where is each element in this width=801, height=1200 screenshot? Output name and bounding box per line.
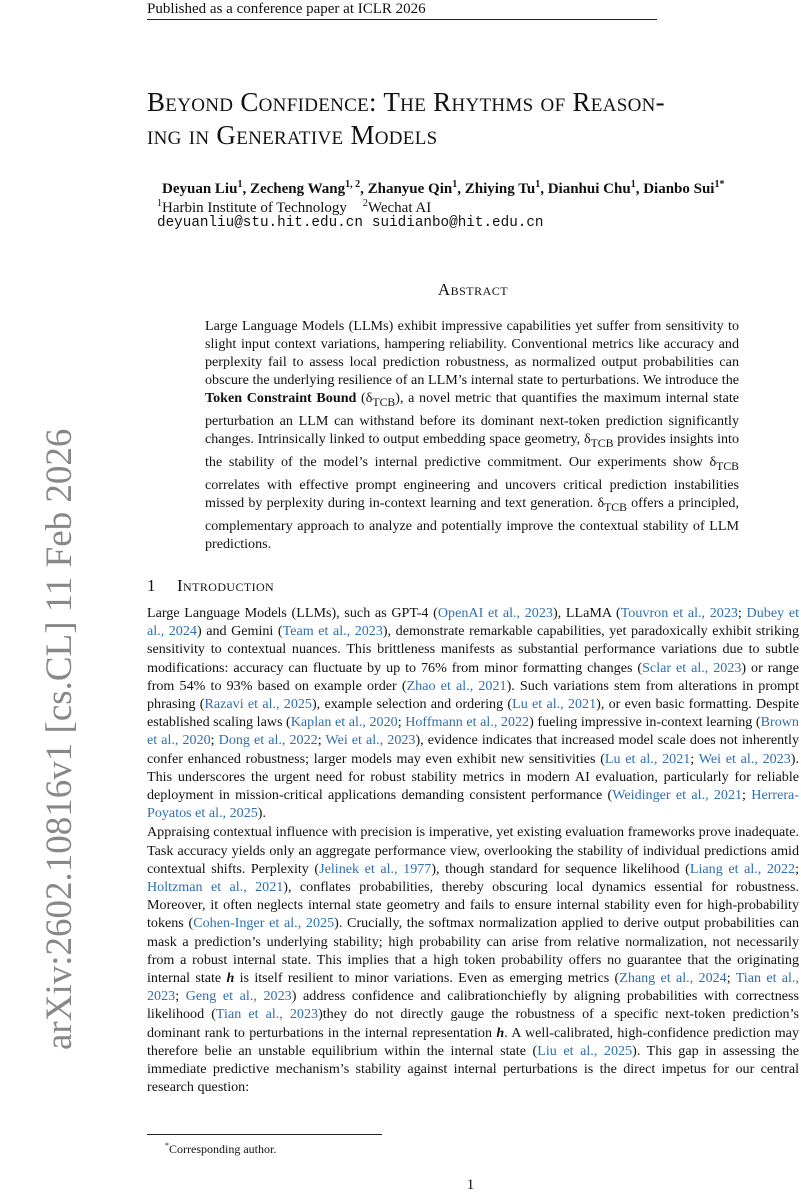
citation-link[interactable]: Zhao et al., 2021 [406, 677, 507, 694]
tcb-subscript: TCB [604, 501, 627, 515]
metric-name: Token Constraint Bound [205, 390, 357, 407]
citation-link[interactable]: Team et al., 2023 [282, 623, 383, 640]
citation-link[interactable]: Dong et al., 2022 [218, 732, 318, 749]
citation-link[interactable]: Zhang et al., 2024 [619, 970, 727, 987]
author-affil-mark: 1 [535, 179, 541, 190]
section-title: Introduction [177, 576, 275, 595]
abstract-heading: Abstract [437, 280, 509, 299]
paragraph: Large Language Models (LLMs), such as GPT-4 (OpenAI et al., 2023), LLaMA (Touvron et al., 2023; Dubey et al., 2024) and Gemini (Team et al., 2023), demonstrate remarkable capabilities, yet paradoxically exhibit striking sensitivity to contextual nuances. This brittleness manifests as substantial performance variations due to subtle modifications: accuracy can fluctuate by up to 76% from minor formatting changes (Sclar et al., 2023) or range from 54% to 93% based on example order (Zhao et al., 2021). Such variations stem from alterations in prompt phrasing (Razavi et al., 2025), example selection and ordering (Lu et al., 2021), or even basic formatting. Despite established scaling laws (Kaplan et al., 2020; Hoffmann et al., 2022) fueling impressive in-context learning (Brown et al., 2020; Dong et al., 2022; Wei et al., 2023), evidence indicates that increased model scale does not inherently confer enhanced robustness; larger models may even exhibit new sensitivities (Lu et al., 2021; Wei et al., 2023). This underscores the urgent need for robust stability metrics in modern AI evaluation, particularly for reliable deployment in mission-critical applications demanding consistent performance (Weidinger et al., 2021; Herrera-Poyatos et al., 2025). [147, 605, 800, 822]
hidden-state-symbol: h [226, 970, 235, 987]
author-name: Zhanyue Qin [367, 181, 453, 197]
abstract-body [205, 317, 739, 553]
affil-mark: 2 [362, 198, 368, 209]
citation-link[interactable]: Dubey et al., 2024 [147, 605, 799, 640]
email-link[interactable]: suidianbo@hit.edu.cn [371, 215, 544, 231]
author-list: Deyuan Liu$^1$, Zecheng Wang$^{1, 2}$, Zhanyue Qin$^1$, Zhiying Tu$^1$, Dianhui Chu$^1$, Dianbo Sui$^{1*}$ [162, 179, 725, 197]
running-header: Published as a conference paper at ICLR 2026 [147, 1, 426, 17]
footnote-rule [147, 1134, 382, 1135]
tcb-subscript: TCB [716, 460, 739, 474]
abstract-text: correlates with effective prompt engineering and uncovers critical prediction instabilities missed by perplexity during in-context learning and text generation. δ [205, 477, 739, 512]
citation-link[interactable]: Herrera-Poyatos et al., 2025 [147, 787, 799, 822]
introduction-body [147, 604, 799, 1096]
section-heading [147, 576, 274, 596]
citation-link[interactable]: Tian et al., 2023 [215, 1006, 319, 1023]
author-emails [157, 213, 544, 233]
footnote-text: Corresponding author. [169, 1142, 277, 1156]
paragraph: Appraising contextual influence with precision is imperative, yet existing evaluation frameworks prove inadequate. Task accuracy yields only an aggregate performance view, overlooking the stability of individual predictions amid contextual shifts. Perplexity (Jelinek et al., 1977), though standard for sequence likelihood (Liang et al., 2022; Holtzman et al., 2021), conflates probabilities, thereby obscuring local dynamics essential for robustness. Moreover, it often neglects internal state geometry and fails to ensure internal stability even for high-probability tokens (Cohen-Inger et al., 2025). Crucially, the softmax normalization applied to derive output probabilities can mask a prediction’s underlying stability; high probability can arise from relative normalization, not necessarily from a robust internal state. This implies that a high token probability offers no guarantee that the originating internal state h is itself resilient to minor variations. Even as emerging metrics (Zhang et al., 2024; Tian et al., 2023; Geng et al., 2023) address confidence and calibrationchiefly by aligning probabilities with correctness likelihood (Tian et al., 2023)they do not directly gauge the robustness of a specific next-token prediction’s dominant rank to perturbations in the internal representation h. A well-calibrated, high-confidence prediction may therefore belie an unstable equilibrium within the internal state (Liu et al., 2025). This gap in assessing the immediate predictive mechanism’s stability against internal perturbations is the direct impetus for our central research question: [147, 824, 800, 1096]
page-number: 1 [466, 1177, 475, 1193]
citation-link[interactable]: Touvron et al., 2023 [620, 605, 738, 621]
arxiv-stamp: arXiv:2602.10816v1 [cs.CL] 11 Feb 2026 [39, 428, 80, 1050]
title-line-2: ing in Generative Models [147, 120, 438, 150]
affiliation: Harbin Institute of Technology [162, 200, 347, 216]
hidden-state-symbol: h [496, 1024, 505, 1041]
citation-link[interactable]: Geng et al., 2023 [185, 988, 292, 1005]
title-line-1: Beyond Confidence: The Rhythms of Reason- [147, 87, 665, 117]
citation-link[interactable]: Lu et al., 2021 [604, 750, 691, 767]
citation-link[interactable]: Weidinger et al., 2021 [612, 787, 743, 804]
citation-link[interactable]: Holtzman et al., 2021 [147, 879, 284, 896]
author-affil-mark: 1 [237, 179, 243, 190]
affiliation: Wechat AI [367, 200, 432, 216]
tcb-subscript: TCB [372, 396, 396, 410]
abstract-text: offers a principled, complementary approach to analyze and potentially improve the contextual stability of LLM predictions. [205, 495, 739, 553]
citation-link[interactable]: Tian et al., 2023 [147, 970, 800, 1005]
author-name: Zhiying Tu [464, 181, 536, 197]
abstract-text: Large Language Models (LLMs) exhibit impressive capabilities yet suffer from sensitivity to slight input context variations, hampering reliability. Conventional metrics like accuracy and perplexity fail to assess local prediction robustness, as normalized output probabilities can obscure the underlying resilience of an LLM’s internal state to perturbations. We introduce the [205, 318, 739, 389]
author-name: Dianbo Sui [643, 181, 715, 197]
affil-mark: 1 [157, 198, 162, 209]
footnote [165, 1138, 276, 1157]
author-affil-mark: 1* [714, 179, 725, 190]
author-affil-mark: 1, 2 [345, 179, 361, 190]
email-link[interactable]: deyuanliu@stu.hit.edu.cn [157, 215, 363, 231]
paper-title [147, 86, 801, 152]
author-name: Zecheng Wang [249, 181, 346, 197]
author-name: Dianhui Chu [547, 181, 631, 197]
footnote-mark: * [165, 1141, 169, 1150]
citation-link[interactable]: Lu et al., 2021 [512, 696, 597, 713]
citation-link[interactable]: Wei et al., 2023 [325, 732, 416, 749]
author-affil-mark: 1 [630, 179, 636, 190]
citation-link[interactable]: Cohen-Inger et al., 2025 [193, 915, 335, 932]
citation-link[interactable]: Jelinek et al., 1977 [319, 860, 432, 877]
citation-link[interactable]: Razavi et al., 2025 [204, 696, 312, 713]
citation-link[interactable]: Liang et al., 2022 [689, 860, 796, 877]
author-affil-mark: 1 [452, 179, 458, 190]
section-number: 1 [147, 576, 156, 595]
abstract-text: (δ [356, 390, 373, 407]
citation-link[interactable]: OpenAI et al., 2023 [437, 605, 553, 621]
abstract-text: provides insights into the stability of the model’s internal predictive commitment. Our experiments show δ [205, 431, 740, 471]
citation-link[interactable]: Liu et al., 2025 [537, 1042, 633, 1059]
abstract-text: ), a novel metric that quantifies the maximum internal state perturbation an LLM can withstand before its dominant next-token prediction significantly changes. Intrinsically linked to output embedding space geometry, δ [205, 390, 739, 448]
tcb-subscript: TCB [590, 437, 614, 451]
citation-link[interactable]: Hoffmann et al., 2022 [405, 714, 530, 731]
header-rule [147, 19, 657, 20]
citation-link[interactable]: Sclar et al., 2023 [642, 659, 742, 676]
citation-link[interactable]: Wei et al., 2023 [698, 750, 791, 767]
citation-link[interactable]: Kaplan et al., 2020 [290, 714, 398, 731]
citation-link[interactable]: Brown et al., 2020 [147, 714, 799, 749]
author-name: Deyuan Liu [162, 181, 238, 197]
